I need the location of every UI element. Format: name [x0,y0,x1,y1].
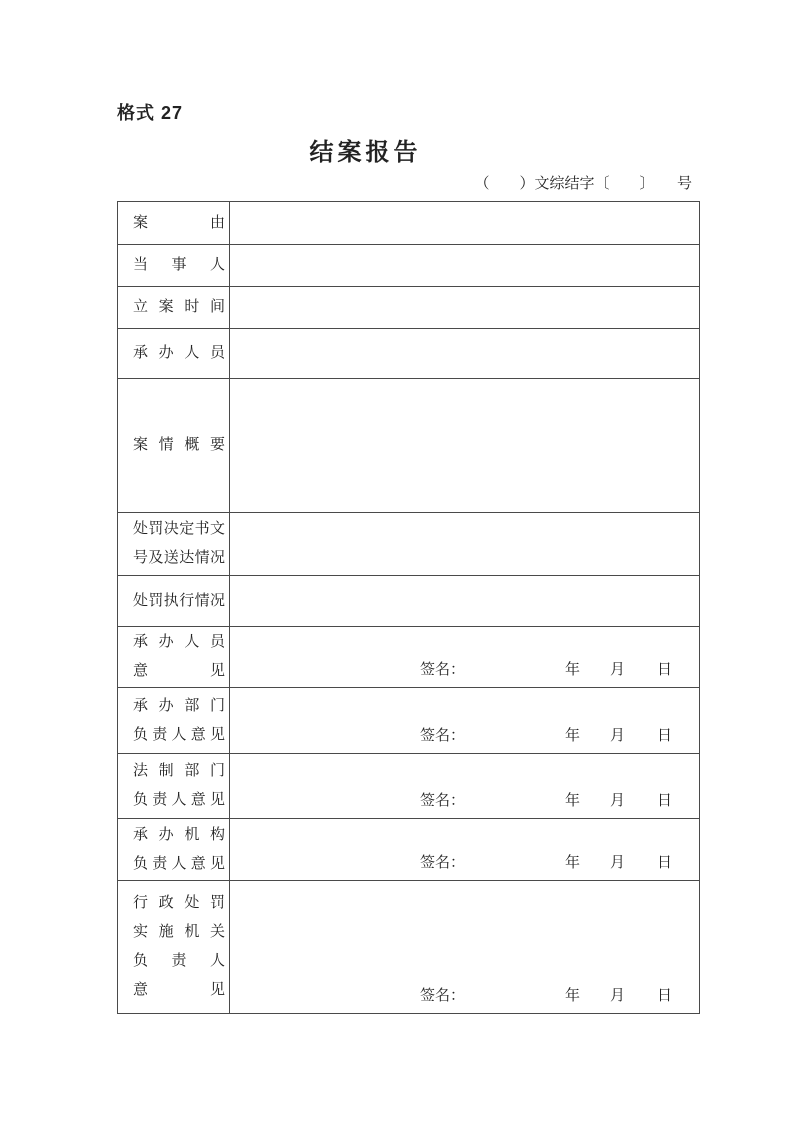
label-line: 负责人意见 [133,792,225,808]
day-label: 日 [657,988,673,1004]
sign-label: 签名： [420,988,466,1004]
document-number-line: （ ）文综结字〔 〕 号 [474,176,692,192]
form-row-penalty-execution-status [118,576,699,627]
row-label-case-cause [118,202,230,244]
form-row-penalty-authority-head-opinion [118,881,699,1013]
month-label: 月 [610,855,626,871]
label-line: 当事人 [133,257,225,273]
label-line: 实施机关 [133,924,225,940]
day-label: 日 [657,662,673,678]
row-label-penalty-execution-status [118,576,230,626]
form-row-handling-department-head-opinion [118,688,699,754]
form-row-handler-opinion [118,627,699,688]
signature-line [230,792,699,818]
label-line: 承办人员 [133,634,225,650]
label-line: 承办部门 [133,697,225,714]
entry-cell-handler-opinion [230,627,699,687]
entry-cell-penalty-authority-head-opinion [230,881,699,1013]
label-line: 法制部门 [133,763,225,779]
day-label: 日 [657,855,673,871]
signature-line [230,854,699,880]
year-label: 年 [565,728,581,744]
signature-line [230,727,699,753]
signature-line [230,987,699,1013]
label-line: 处罚执行情况 [133,592,225,609]
sign-label: 签名： [420,793,466,809]
form-row-case-cause [118,202,699,245]
entry-cell-legal-department-head-opinion [230,754,699,818]
day-label: 日 [657,793,673,809]
row-label-penalty-decision-number-delivery [118,513,230,575]
sign-label: 签名： [420,728,466,744]
entry-cell-case-summary [230,379,699,512]
form-row-case-summary [118,379,699,513]
month-label: 月 [610,728,626,744]
row-label-party [118,245,230,286]
label-line: 承办机构 [133,826,225,843]
label-line: 案由 [133,214,225,231]
form-row-legal-department-head-opinion [118,754,699,819]
form-row-handling-agency-head-opinion [118,819,699,881]
entry-cell-handling-personnel [230,329,699,378]
form-row-penalty-decision-number-delivery [118,513,699,576]
month-label: 月 [610,662,626,678]
label-line: 意见 [133,663,225,679]
row-label-case-summary [118,379,230,512]
label-line: 处罚决定书文 [133,521,225,537]
form-row-filing-time [118,287,699,329]
entry-cell-handling-department-head-opinion [230,688,699,753]
year-label: 年 [565,793,581,809]
row-label-handling-agency-head-opinion [118,819,230,880]
case-closing-form-table [117,201,700,1014]
year-label: 年 [565,662,581,678]
label-line: 号及送达情况 [133,550,225,566]
label-line: 负责人 [133,953,225,969]
entry-cell-penalty-decision-number-delivery [230,513,699,575]
page-title: 结案报告 [309,140,422,166]
label-line: 负责人意见 [133,855,225,872]
row-label-filing-time [118,287,230,328]
day-label: 日 [657,728,673,744]
row-label-legal-department-head-opinion [118,754,230,818]
signature-line [230,661,699,687]
label-line: 负责人意见 [133,726,225,743]
entry-cell-penalty-execution-status [230,576,699,626]
month-label: 月 [610,793,626,809]
sign-label: 签名： [420,855,466,871]
entry-cell-case-cause [230,202,699,244]
label-line: 立案时间 [133,299,225,315]
sign-label: 签名： [420,662,466,678]
row-label-penalty-authority-head-opinion [118,881,230,1013]
label-line: 承办人员 [133,345,225,361]
year-label: 年 [565,988,581,1004]
month-label: 月 [610,988,626,1004]
row-label-handling-department-head-opinion [118,688,230,753]
entry-cell-handling-agency-head-opinion [230,819,699,880]
entry-cell-party [230,245,699,286]
label-line: 案情概要 [133,437,225,453]
row-label-handling-personnel [118,329,230,378]
year-label: 年 [565,855,581,871]
format-label: 格式 27 [117,103,184,123]
entry-cell-filing-time [230,287,699,328]
form-row-handling-personnel [118,329,699,379]
label-line: 行政处罚 [133,895,225,911]
row-label-handler-opinion [118,627,230,687]
form-row-party [118,245,699,287]
label-line: 意见 [133,982,225,998]
